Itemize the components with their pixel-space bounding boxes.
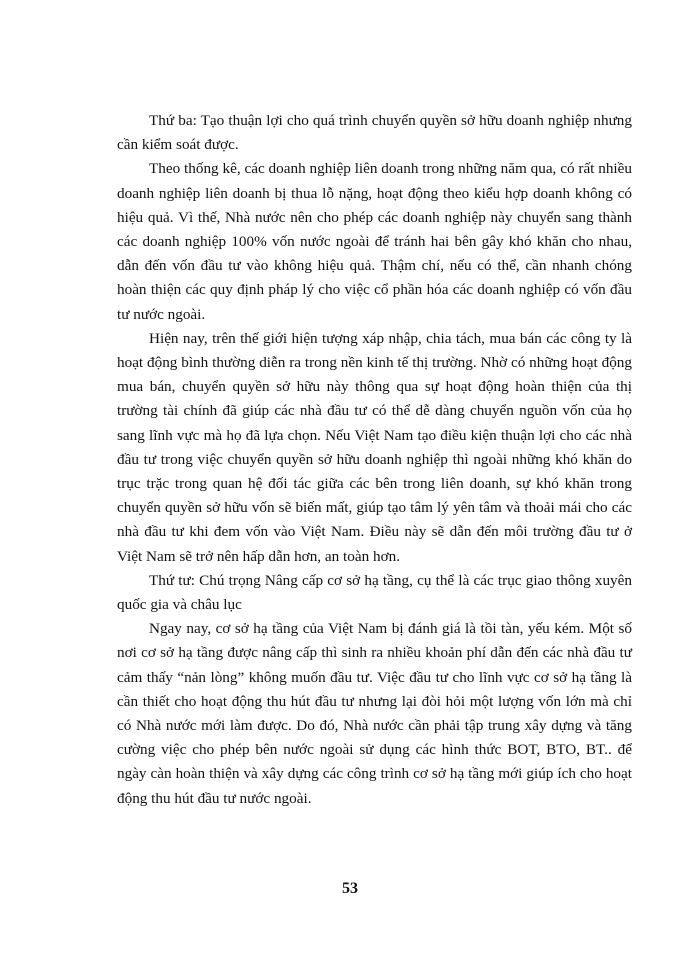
paragraph-joint-venture-statistics: Theo thống kê, các doanh nghiệp liên doanh trong những năm qua, có rất nhiều doanh nghiệp liên doanh bị thua lỗ nặng, hoạt động theo kiểu hợp doanh không có hiệu quả. Vì thế, Nhà nước nên cho phép các doanh nghiệp này chuyển sang thành các doanh nghiệp 100% vốn nước ngoài để tránh hai bên gây khó khăn cho nhau, dẫn đến vốn đầu tư vào không hiệu quả. Thậm chí, nếu có thể, cần nhanh chóng hoàn thiện các quy định pháp lý cho việc cổ phần hóa các doanh nghiệp có vốn đầu tư nước ngoài.: [117, 160, 632, 323]
paragraph-mergers-acquisitions: Hiện nay, trên thế giới hiện tượng xáp nhập, chia tách, mua bán các công ty là hoạt động bình thường diễn ra trong nền kinh tế thị trường. Nhờ có những hoạt động mua bán, chuyển quyền sở hữu này thông qua sự hoạt động hoàn thiện của thị trường tài chính đã giúp các nhà đầu tư có thể dễ dàng chuyển nguồn vốn của họ sang lĩnh vực mà họ đã lựa chọn. Nếu Việt Nam tạo điều kiện thuận lợi cho các nhà đầu tư trong việc chuyển quyền sở hữu doanh nghiệp thì ngoài những khó khăn do trục trặc trong quan hệ đối tác giữa các bên trong liên doanh, sự khó khăn trong chuyển quyền sở hữu vốn sẽ biến mất, giúp tạo tâm lý yên tâm và thoải mái cho các nhà đầu tư khi đem vốn vào Việt Nam. Điều này sẽ dẫn đến môi trường đầu tư ở Việt Nam sẽ trở nên hấp dẫn hơn, an toàn hơn.: [117, 329, 632, 565]
paragraph-third-point: Thứ ba: Tạo thuận lợi cho quá trình chuyển quyền sở hữu doanh nghiệp nhưng cần kiểm soát được.: [117, 112, 632, 154]
paragraph-fourth-point: Thứ tư: Chú trọng Nâng cấp cơ sở hạ tầng, cụ thể là các trục giao thông xuyên quốc gia và châu lục: [117, 571, 632, 614]
document-body: [117, 109, 632, 811]
paragraph-infrastructure: Ngay nay, cơ sở hạ tầng của Việt Nam bị đánh giá là tồi tàn, yếu kém. Một số nơi cơ sở hạ tầng được nâng cấp thì sinh ra nhiều khoản phí dẫn đến các nhà đầu tư cảm thấy “nản lòng” không muốn đầu tư. Việc đầu tư cho lĩnh vực cơ sở hạ tầng là cần thiết cho hoạt động thu hút đầu tư nhưng lại đòi hỏi một lượng vốn lớn mà chỉ có Nhà nước mới làm được. Do đó, Nhà nước cần phải tập trung xây dựng và tăng cường việc cho phép bên nước ngoài sử dụng các hình thức BOT, BTO, BT.. để ngày càn hoàn thiện và xây dựng các công trình cơ sở hạ tầng mới giúp ích cho hoạt động thu hút đầu tư nước ngoài.: [117, 620, 632, 807]
page-number: 53: [342, 880, 358, 897]
